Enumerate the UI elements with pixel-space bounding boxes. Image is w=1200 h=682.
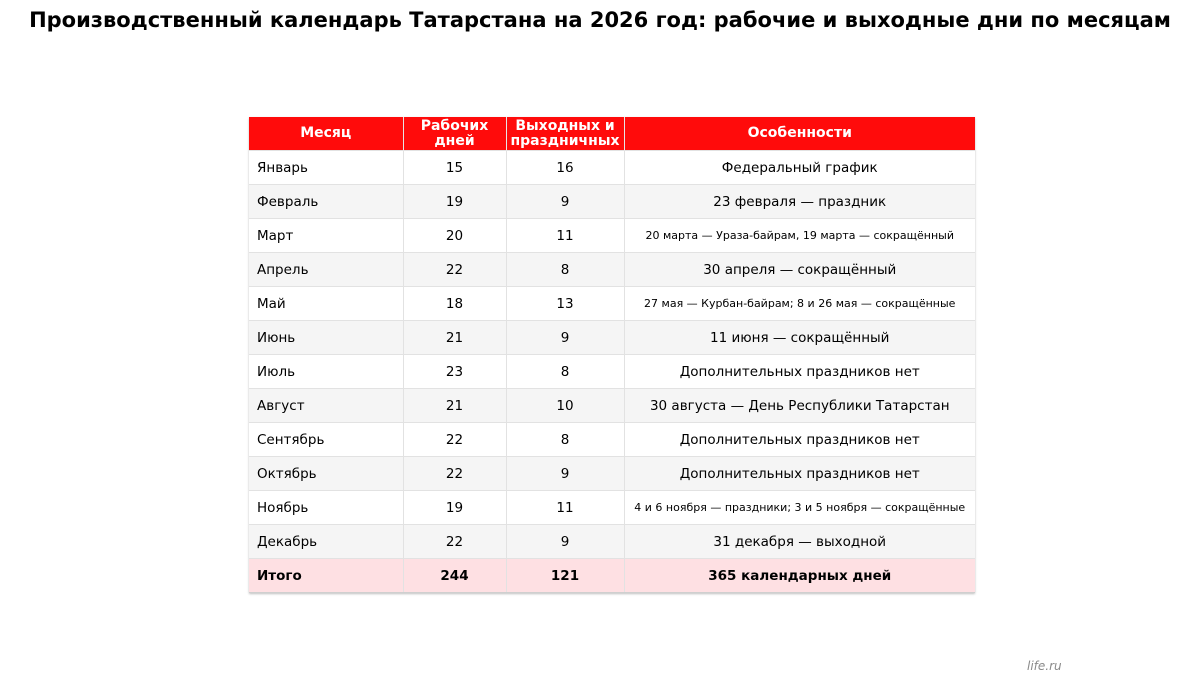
table-row — [249, 219, 975, 253]
month-cell: Сентябрь — [249, 423, 403, 457]
notes-cell: Дополнительных праздников нет — [624, 457, 975, 491]
header-month: Месяц — [249, 117, 403, 151]
month-cell: Ноябрь — [249, 491, 403, 525]
table-header-row — [249, 117, 975, 151]
table-row — [249, 253, 975, 287]
days-off-cell: 8 — [506, 423, 624, 457]
work-days-cell: 20 — [403, 219, 506, 253]
notes-cell: 20 марта — Ураза-байрам, 19 марта — сокращённый — [624, 219, 975, 253]
table-row — [249, 457, 975, 491]
month-cell: Март — [249, 219, 403, 253]
table-row — [249, 185, 975, 219]
source-watermark: life.ru — [1027, 659, 1062, 673]
work-days-cell: 21 — [403, 389, 506, 423]
work-days-cell: 21 — [403, 321, 506, 355]
work-days-cell: 22 — [403, 525, 506, 559]
total-label-cell: Итого — [249, 559, 403, 593]
header-work-days-line1: Рабочих — [420, 117, 489, 134]
header-work-days — [403, 117, 506, 151]
notes-cell: Дополнительных праздников нет — [624, 423, 975, 457]
days-off-cell: 8 — [506, 355, 624, 389]
days-off-cell: 16 — [506, 151, 624, 185]
total-row — [249, 559, 975, 593]
header-work-days-line2: дней — [434, 132, 475, 149]
table-row — [249, 491, 975, 525]
table-row — [249, 321, 975, 355]
days-off-cell: 9 — [506, 321, 624, 355]
work-days-cell: 22 — [403, 253, 506, 287]
header-days-off — [506, 117, 624, 151]
days-off-cell: 11 — [506, 491, 624, 525]
days-off-cell: 9 — [506, 525, 624, 559]
notes-cell: 4 и 6 ноября — праздники; 3 и 5 ноября — сокращённые — [624, 491, 975, 525]
page-title: Производственный календарь Татарстана на 2026 год: рабочие и выходные дни по месяцам — [29, 8, 1171, 32]
notes-cell: 11 июня — сокращённый — [624, 321, 975, 355]
month-cell: Май — [249, 287, 403, 321]
header-notes: Особенности — [624, 117, 975, 151]
days-off-cell: 13 — [506, 287, 624, 321]
month-cell: Апрель — [249, 253, 403, 287]
header-days-off-line2: праздничных — [510, 132, 620, 149]
table-row — [249, 423, 975, 457]
table-row — [249, 151, 975, 185]
notes-cell: Дополнительных праздников нет — [624, 355, 975, 389]
days-off-cell: 8 — [506, 253, 624, 287]
month-cell: Февраль — [249, 185, 403, 219]
header-days-off-line1: Выходных и — [515, 117, 615, 134]
days-off-cell: 9 — [506, 457, 624, 491]
days-off-cell: 10 — [506, 389, 624, 423]
work-days-cell: 23 — [403, 355, 506, 389]
work-days-cell: 19 — [403, 491, 506, 525]
notes-cell: 23 февраля — праздник — [624, 185, 975, 219]
total-work-days-cell: 244 — [403, 559, 506, 593]
work-days-cell: 15 — [403, 151, 506, 185]
notes-cell: 30 августа — День Республики Татарстан — [624, 389, 975, 423]
table-row — [249, 287, 975, 321]
production-calendar-table — [249, 117, 975, 593]
month-cell: Июнь — [249, 321, 403, 355]
total-notes-cell: 365 календарных дней — [624, 559, 975, 593]
days-off-cell: 9 — [506, 185, 624, 219]
work-days-cell: 22 — [403, 457, 506, 491]
table-row — [249, 525, 975, 559]
work-days-cell: 22 — [403, 423, 506, 457]
notes-cell: Федеральный график — [624, 151, 975, 185]
notes-cell: 31 декабря — выходной — [624, 525, 975, 559]
month-cell: Октябрь — [249, 457, 403, 491]
notes-cell: 27 мая — Курбан-байрам; 8 и 26 мая — сокращённые — [624, 287, 975, 321]
days-off-cell: 11 — [506, 219, 624, 253]
table-row — [249, 355, 975, 389]
month-cell: Декабрь — [249, 525, 403, 559]
month-cell: Июль — [249, 355, 403, 389]
total-days-off-cell: 121 — [506, 559, 624, 593]
work-days-cell: 19 — [403, 185, 506, 219]
table-row — [249, 389, 975, 423]
work-days-cell: 18 — [403, 287, 506, 321]
notes-cell: 30 апреля — сокращённый — [624, 253, 975, 287]
month-cell: Январь — [249, 151, 403, 185]
month-cell: Август — [249, 389, 403, 423]
